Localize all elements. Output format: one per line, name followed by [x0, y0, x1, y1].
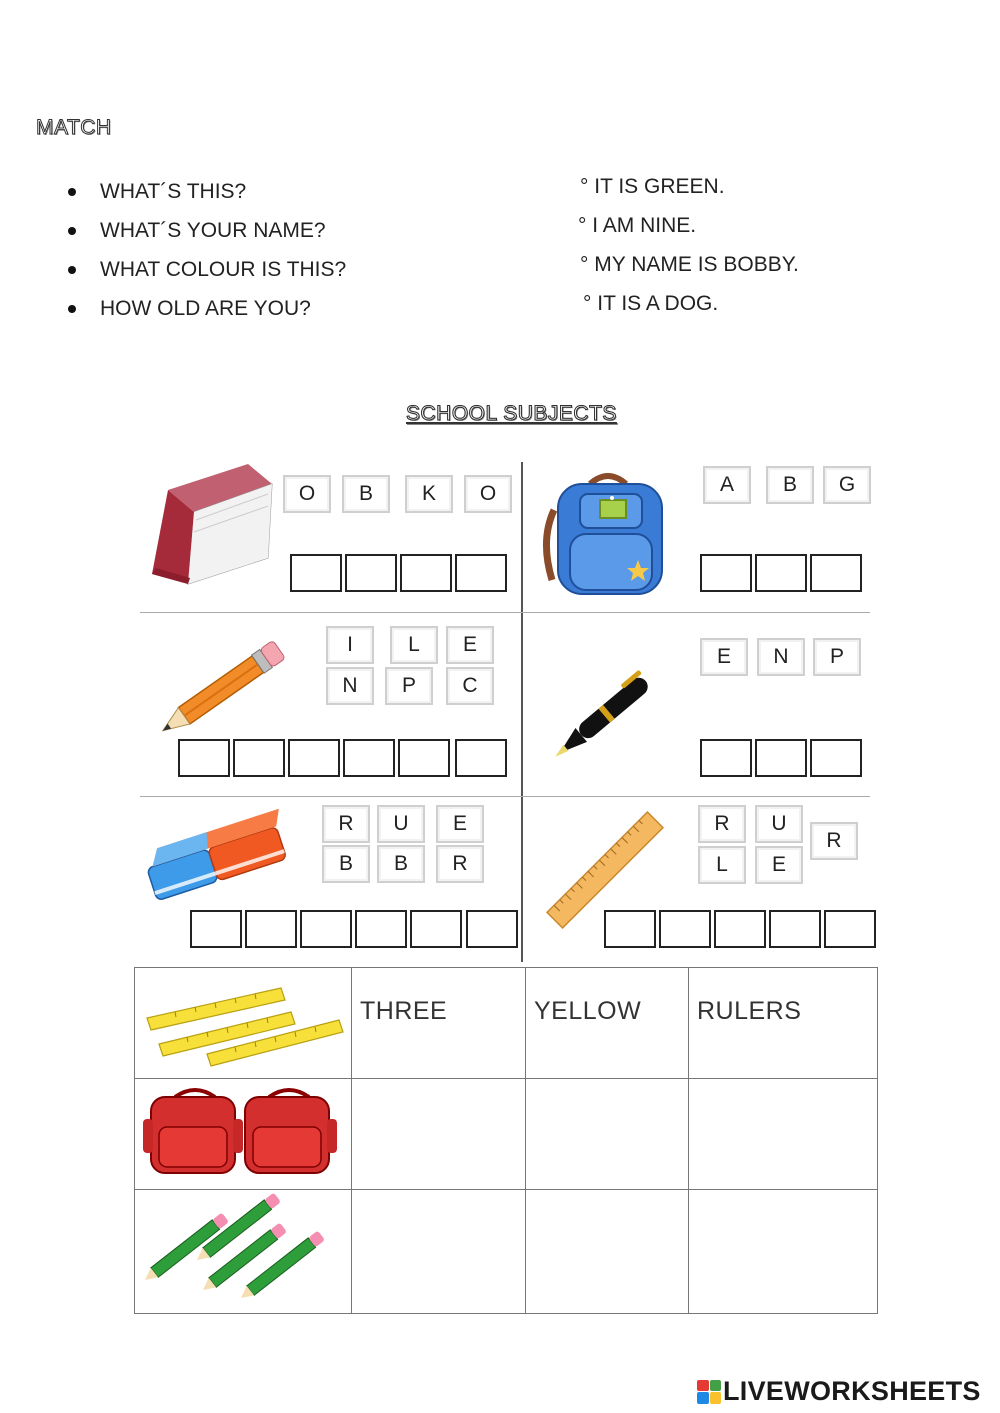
object-cell[interactable] — [689, 1079, 878, 1190]
letter-tile[interactable]: L — [390, 626, 438, 664]
letter-tile[interactable]: B — [377, 845, 425, 883]
number-cell[interactable] — [352, 1079, 526, 1190]
answer-slot[interactable] — [288, 739, 340, 777]
description-table — [134, 967, 878, 1314]
cell-text — [689, 1190, 877, 1219]
letter-tile[interactable]: E — [446, 626, 494, 664]
cell-text: THREE — [360, 997, 448, 1025]
bullet-icon — [68, 305, 76, 313]
picture-cell — [135, 1190, 352, 1314]
pencil-icon — [146, 640, 296, 740]
pen-icon — [540, 660, 670, 770]
object-cell[interactable] — [689, 968, 878, 1079]
letter-tile[interactable]: U — [377, 805, 425, 843]
answer-item[interactable]: ° MY NAME IS BOBBY. — [580, 253, 799, 276]
divider-vertical — [521, 462, 523, 962]
cell-text — [689, 1079, 877, 1108]
four-green-pencils-icon — [135, 1190, 345, 1305]
school-subjects-heading: SCHOOL SUBJECTS — [406, 402, 617, 425]
answer-slot[interactable] — [245, 910, 297, 948]
cell-text: YELLOW — [534, 997, 642, 1025]
answer-slot[interactable] — [190, 910, 242, 948]
letter-tile[interactable]: O — [464, 475, 512, 513]
letter-tile[interactable]: L — [698, 846, 746, 884]
eraser-icon — [140, 805, 288, 905]
divider-horizontal — [140, 796, 870, 797]
cell-text — [526, 1079, 688, 1108]
answer-slot[interactable] — [290, 554, 342, 592]
letter-tile[interactable]: B — [766, 466, 814, 504]
question-item — [62, 250, 346, 289]
answer-slot[interactable] — [604, 910, 656, 948]
question-item — [62, 172, 346, 211]
letter-tile[interactable]: U — [755, 805, 803, 843]
answer-slot[interactable] — [810, 739, 862, 777]
answer-item[interactable]: ° IT IS A DOG. — [583, 292, 719, 315]
letter-tile[interactable]: A — [703, 466, 751, 504]
answer-slot[interactable] — [410, 910, 462, 948]
book-icon — [148, 462, 276, 586]
question-item — [62, 211, 346, 250]
match-heading: MATCH — [36, 116, 112, 139]
answer-slot[interactable] — [810, 554, 862, 592]
cell-text — [526, 1190, 688, 1219]
table-row — [135, 1190, 878, 1314]
letter-tile[interactable]: K — [405, 475, 453, 513]
question-text: WHAT´S YOUR NAME? — [100, 218, 326, 242]
answer-slot[interactable] — [769, 910, 821, 948]
liveworksheets-logo[interactable] — [697, 1376, 981, 1407]
letter-tile[interactable]: R — [322, 805, 370, 843]
cell-text — [352, 1190, 525, 1219]
letter-tile[interactable]: N — [757, 638, 805, 676]
letter-tile[interactable]: E — [755, 846, 803, 884]
picture-cell — [135, 968, 352, 1079]
answer-slot[interactable] — [714, 910, 766, 948]
answer-slot[interactable] — [455, 554, 507, 592]
three-yellow-rulers-icon — [135, 968, 345, 1068]
answer-slot[interactable] — [398, 739, 450, 777]
answer-slot[interactable] — [700, 739, 752, 777]
answer-slot[interactable] — [178, 739, 230, 777]
answer-slot[interactable] — [755, 739, 807, 777]
backpack-icon — [540, 470, 676, 600]
letter-tile[interactable]: E — [700, 638, 748, 676]
table-row — [135, 1079, 878, 1190]
answer-slot[interactable] — [455, 739, 507, 777]
number-cell[interactable] — [352, 1190, 526, 1314]
letter-tile[interactable]: R — [810, 822, 858, 860]
question-text: WHAT COLOUR IS THIS? — [100, 257, 347, 281]
picture-cell — [135, 1079, 352, 1190]
letter-tile[interactable]: B — [322, 845, 370, 883]
answer-slot[interactable] — [824, 910, 876, 948]
bullet-icon — [68, 266, 76, 274]
answer-slot[interactable] — [343, 739, 395, 777]
colour-cell[interactable] — [526, 1190, 689, 1314]
letter-tile[interactable]: N — [326, 667, 374, 705]
letter-tile[interactable]: O — [283, 475, 331, 513]
answer-item[interactable]: ° I AM NINE. — [578, 214, 697, 237]
letter-tile[interactable]: P — [385, 667, 433, 705]
answer-slot[interactable] — [300, 910, 352, 948]
two-red-backpacks-icon — [135, 1079, 345, 1179]
answer-slot[interactable] — [400, 554, 452, 592]
answer-slot[interactable] — [659, 910, 711, 948]
letter-tile[interactable]: E — [436, 805, 484, 843]
answer-slot[interactable] — [355, 910, 407, 948]
question-item — [62, 289, 346, 328]
answer-slot[interactable] — [755, 554, 807, 592]
table-row — [135, 968, 878, 1079]
answer-item[interactable]: ° IT IS GREEN. — [580, 175, 725, 198]
logo-text: LIVEWORKSHEETS — [723, 1376, 981, 1406]
answer-slot[interactable] — [345, 554, 397, 592]
letter-tile[interactable]: R — [436, 845, 484, 883]
answer-slot[interactable] — [466, 910, 518, 948]
answer-slot[interactable] — [233, 739, 285, 777]
object-cell[interactable] — [689, 1190, 878, 1314]
colour-cell[interactable] — [526, 1079, 689, 1190]
letter-tile[interactable]: G — [823, 466, 871, 504]
letter-tile[interactable]: I — [326, 626, 374, 664]
question-list — [62, 172, 346, 328]
number-cell[interactable] — [352, 968, 526, 1079]
question-text: HOW OLD ARE YOU? — [100, 296, 311, 320]
cell-text — [352, 1079, 525, 1108]
question-text: WHAT´S THIS? — [100, 179, 247, 203]
colour-cell[interactable] — [526, 968, 689, 1079]
letter-tile[interactable]: B — [342, 475, 390, 513]
letter-tile[interactable]: R — [698, 805, 746, 843]
letter-tile[interactable]: P — [813, 638, 861, 676]
cell-text: RULERS — [697, 997, 802, 1025]
letter-tile[interactable]: C — [446, 667, 494, 705]
bullet-icon — [68, 227, 76, 235]
divider-horizontal — [140, 612, 870, 613]
logo-mark-icon — [697, 1380, 721, 1404]
answer-slot[interactable] — [700, 554, 752, 592]
bullet-icon — [68, 188, 76, 196]
